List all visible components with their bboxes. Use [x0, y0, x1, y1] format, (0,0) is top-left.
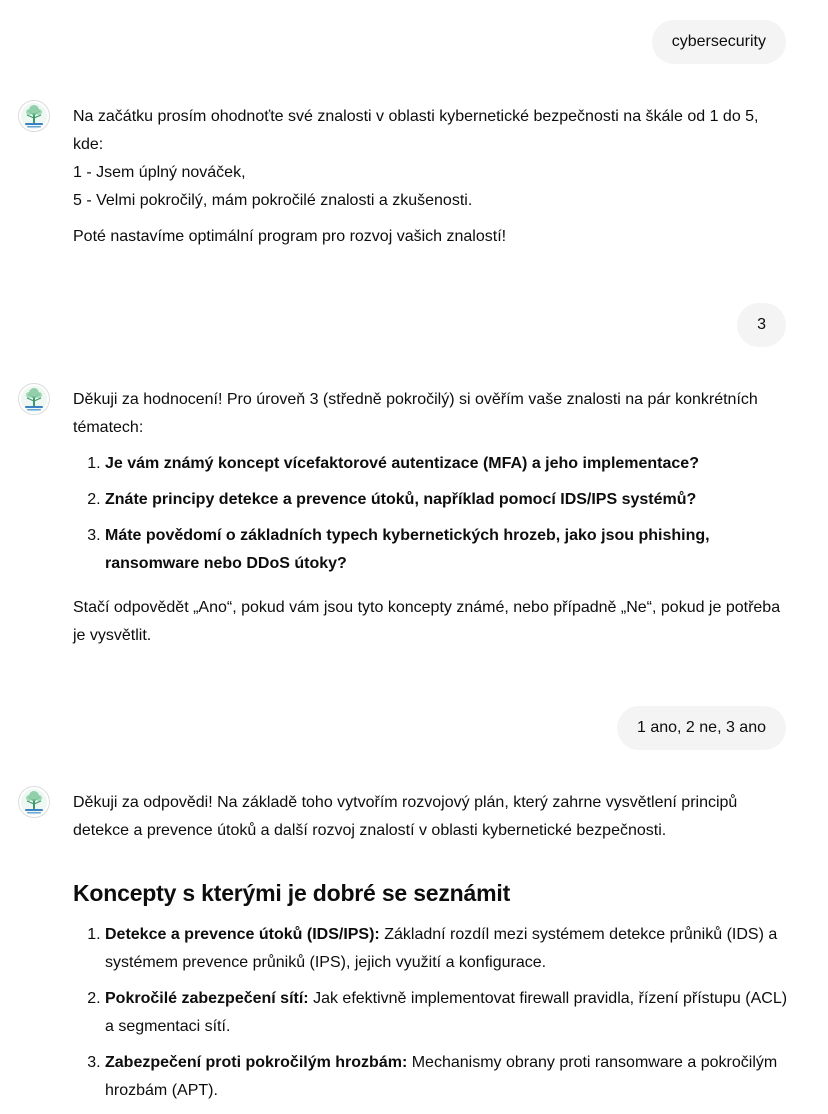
message-paragraph: Děkuji za hodnocení! Pro úroveň 3 (středně pokročilý) si ověřím vaše znalosti na pár konkrétních tématech:: [73, 391, 758, 436]
question-list: [73, 450, 788, 578]
concept-text: Mechanismy obrany proti ransomware a pokročilým hrozbám (APT).: [105, 1054, 778, 1099]
list-item: [105, 985, 788, 1041]
assistant-message: [73, 386, 788, 650]
concept-text: Jak efektivně implementovat firewall pravidla, řízení přístupu (ACL) a segmentaci sítí.: [105, 990, 788, 1035]
assistant-message: [73, 789, 788, 1113]
concept-title: Detekce a prevence útoků (IDS/IPS):: [105, 926, 380, 943]
message-paragraph: Stačí odpovědět „Ano“, pokud vám jsou tyto koncepty známé, nebo případně „Ne“, pokud je potřeba je vysvětlit.: [73, 599, 781, 644]
message-paragraph: 1 - Jsem úplný nováček,: [73, 164, 246, 181]
list-item: 1. Je vám známý koncept vícefaktorové autentizace (MFA) a jeho implementace?: [105, 450, 788, 478]
message-paragraph: Děkuji za odpovědi! Na základě toho vytvořím rozvojový plán, který zahrne vysvětlení principů detekce a prevence útoků a další rozvoj znalostí v oblasti kybernetické bezpečnosti.: [73, 794, 738, 839]
tree-logo-icon: [19, 101, 49, 131]
user-message-text: cybersecurity: [671, 33, 766, 50]
list-item: 3. Máte povědomí o základních typech kybernetických hrozeb, jako jsou phishing, ransomware nebo DDoS útoky?: [105, 522, 788, 578]
concept-title: Zabezpečení proti pokročilým hrozbám:: [105, 1054, 408, 1071]
tree-logo-icon: [19, 384, 49, 414]
list-item: [105, 921, 788, 977]
user-message: [737, 303, 786, 347]
section-heading: Koncepty s kterými je dobré se seznámit: [73, 880, 511, 906]
list-item: 2. Znáte principy detekce a prevence útoků, například pomocí IDS/IPS systémů?: [105, 486, 788, 514]
message-paragraph: 5 - Velmi pokročilý, mám pokročilé znalosti a zkušenosti.: [73, 192, 473, 209]
user-message: [652, 20, 786, 64]
user-message: [617, 706, 786, 750]
message-paragraph: Na začátku prosím ohodnoťte své znalosti v oblasti kybernetické bezpečnosti na škále od 1 do 5, kde:: [73, 108, 759, 153]
concept-title: Pokročilé zabezpečení sítí:: [105, 990, 309, 1007]
assistant-avatar: [18, 383, 50, 415]
tree-logo-icon: [19, 787, 49, 817]
user-message-text: 3: [757, 316, 766, 333]
user-message-text: 1 ano, 2 ne, 3 ano: [637, 719, 766, 736]
message-paragraph: Poté nastavíme optimální program pro rozvoj vašich znalostí!: [73, 228, 507, 245]
assistant-avatar: [18, 100, 50, 132]
concept-list: [73, 921, 788, 1105]
assistant-avatar: [18, 786, 50, 818]
assistant-message: [73, 103, 788, 251]
list-item: [105, 1049, 788, 1105]
concept-text: Základní rozdíl mezi systémem detekce průniků (IDS) a systémem prevence průniků (IPS), jejich využití a konfigurace.: [105, 926, 778, 971]
